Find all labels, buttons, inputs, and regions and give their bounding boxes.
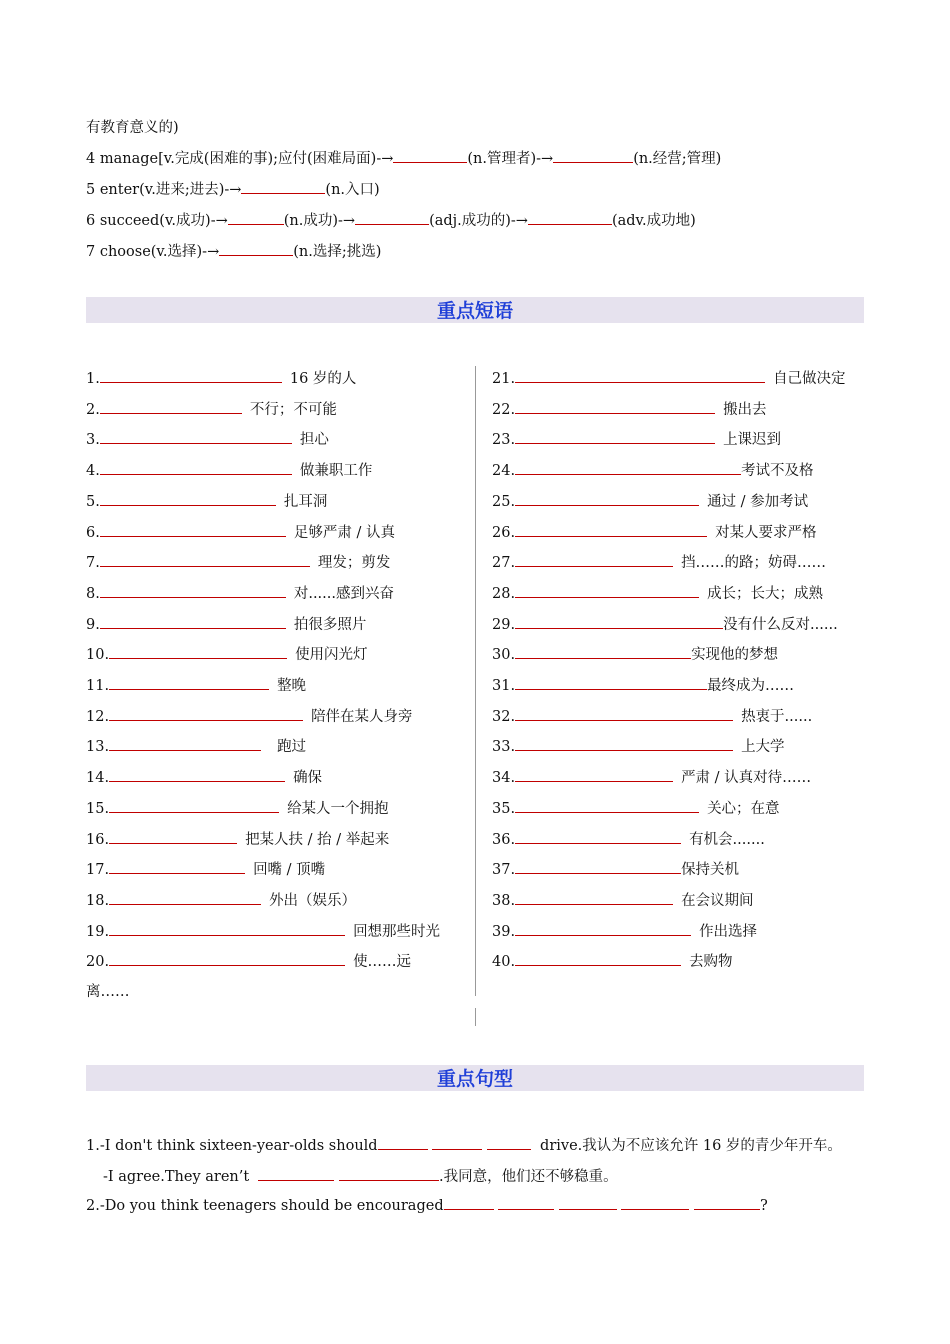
phrase-number: 31.	[492, 678, 516, 694]
phrase-row	[86, 858, 325, 879]
word-form-text: (n.选择;挑选)	[293, 244, 382, 260]
answer-blank[interactable]	[241, 179, 325, 194]
phrase-row	[492, 551, 826, 572]
phrase-number: 19.	[86, 923, 110, 940]
answer-blank[interactable]	[515, 460, 741, 475]
phrase-number: 26.	[492, 524, 516, 541]
sentence-text: 2.-Do you think teenagers should be encouraged	[86, 1198, 444, 1214]
answer-blank[interactable]	[109, 859, 245, 874]
answer-blank[interactable]	[553, 148, 633, 163]
phrase-number: 37.	[492, 862, 516, 879]
phrase-number: 22.	[492, 401, 516, 418]
answer-blank[interactable]	[515, 798, 699, 813]
phrase-number: 5.	[86, 493, 100, 510]
phrase-meaning: 上课迟到	[723, 432, 782, 449]
answer-blank[interactable]	[109, 644, 287, 659]
phrase-row	[492, 889, 754, 910]
answer-blank[interactable]	[100, 522, 286, 537]
answer-blank[interactable]	[109, 798, 279, 813]
answer-blank[interactable]	[109, 921, 345, 936]
phrase-meaning: 整晚	[277, 678, 307, 694]
phrase-number: 10.	[86, 647, 110, 664]
answer-blank[interactable]	[515, 429, 715, 444]
phrase-row	[86, 643, 368, 664]
phrase-row	[492, 858, 739, 879]
phrase-number: 11.	[86, 678, 110, 694]
word-form-continuation: 有教育意义的)	[86, 120, 179, 136]
sentence-text: 1.-I don't think sixteen-year-olds should	[86, 1138, 378, 1154]
phrase-meaning: 搬出去	[723, 401, 767, 418]
phrase-meaning: 作出选择	[699, 923, 758, 940]
word-form-item-7	[86, 240, 381, 261]
phrase-meaning: 挡……的路；妨碍……	[681, 555, 827, 572]
phrase-meaning: 实现他的梦想	[691, 647, 779, 664]
phrase-row	[86, 582, 394, 603]
phrase-row	[492, 674, 794, 695]
answer-blank[interactable]	[515, 675, 707, 690]
phrase-row	[492, 459, 814, 480]
answer-blank[interactable]	[528, 210, 612, 225]
answer-blank[interactable]	[498, 1195, 554, 1210]
phrase-row	[86, 674, 306, 695]
answer-blank[interactable]	[515, 706, 733, 721]
phrase-row	[86, 521, 395, 542]
answer-blank[interactable]	[100, 583, 286, 598]
answer-blank[interactable]	[109, 675, 269, 690]
phrase-row	[492, 582, 823, 603]
phrase-number: 4.	[86, 463, 100, 480]
phrase-number: 29.	[492, 616, 516, 633]
answer-blank[interactable]	[487, 1135, 531, 1150]
word-form-item-6	[86, 209, 696, 230]
phrase-number: 7.	[86, 555, 100, 572]
phrase-number: 25.	[492, 493, 516, 510]
answer-blank[interactable]	[100, 491, 276, 506]
phrase-meaning: 成长；长大；成熟	[707, 585, 824, 602]
answer-blank[interactable]	[100, 429, 292, 444]
phrase-number: 30.	[492, 647, 516, 664]
word-form-text: (n.入口)	[325, 182, 380, 198]
word-form-text: (adj.成功的)-→	[429, 213, 528, 229]
phrase-meaning: 把某人扶 / 抬 / 举起来	[245, 831, 390, 848]
phrase-meaning: 去购物	[689, 954, 733, 971]
answer-blank[interactable]	[109, 706, 303, 721]
phrase-row	[492, 398, 767, 419]
word-form-text: (n.经营;管理)	[633, 151, 722, 167]
answer-blank[interactable]	[515, 522, 707, 537]
answer-blank[interactable]	[100, 399, 242, 414]
phrase-meaning: 扎耳洞	[283, 493, 328, 510]
phrase-row	[86, 797, 389, 818]
answer-blank[interactable]	[515, 736, 733, 751]
phrase-row	[86, 705, 413, 726]
sentence-text: ?	[760, 1198, 768, 1214]
phrase-meaning: 严肃 / 认真对待……	[681, 770, 812, 787]
phrase-meaning: 回嘴 / 顶嘴	[253, 862, 326, 879]
phrase-meaning: 足够严肃 / 认真	[293, 524, 395, 541]
answer-blank[interactable]	[515, 767, 673, 782]
phrase-row	[86, 735, 306, 756]
phrase-row	[86, 428, 329, 449]
answer-blank[interactable]	[100, 460, 292, 475]
answer-blank[interactable]	[515, 491, 699, 506]
phrase-number: 15.	[86, 800, 110, 817]
phrase-meaning: 有机会.......	[689, 831, 765, 848]
phrase-row	[86, 766, 322, 787]
phrase-row	[86, 459, 372, 480]
phrase-meaning: 担心	[299, 432, 329, 449]
answer-blank[interactable]	[621, 1195, 689, 1210]
answer-blank[interactable]	[515, 921, 691, 936]
phrase-number: 24.	[492, 463, 516, 480]
word-form-text: 7 choose(v.选择)-→	[86, 244, 220, 260]
phrase-number: 18.	[86, 892, 110, 909]
answer-blank[interactable]	[109, 890, 261, 905]
sentence-text: -I agree.They aren’t	[103, 1169, 250, 1185]
phrase-meaning: 给某人一个拥抱	[287, 800, 389, 817]
answer-blank[interactable]	[559, 1195, 617, 1210]
phrase-meaning: 在会议期间	[681, 892, 754, 909]
phrase-row	[86, 889, 356, 910]
phrase-meaning: 确保	[293, 770, 323, 787]
answer-blank[interactable]	[444, 1195, 494, 1210]
phrase-number: 17.	[86, 862, 110, 879]
word-form-text: 5 enter(v.进来;进去)-→	[86, 182, 242, 198]
word-form-text: 4 manage[v.完成(困难的事);应付(困难局面)-→	[86, 151, 394, 167]
phrase-number: 20.	[86, 954, 110, 971]
answer-blank[interactable]	[109, 767, 285, 782]
phrase-meaning: 跑过	[277, 739, 307, 756]
phrase-number: 33.	[492, 739, 516, 756]
phrase-number: 8.	[86, 585, 100, 602]
phrase-number: 34.	[492, 770, 516, 787]
answer-blank[interactable]	[100, 552, 310, 567]
phrase-meaning: 自己做决定	[773, 371, 846, 387]
phrase-number: 21.	[492, 371, 516, 387]
answer-blank[interactable]	[515, 583, 699, 598]
phrase-meaning: 最终成为……	[707, 678, 795, 694]
phrase-meaning: 16 岁的人	[289, 371, 357, 387]
phrase-number: 14.	[86, 770, 110, 787]
phrase-number: 38.	[492, 892, 516, 909]
phrase-meaning: 没有什么反对......	[723, 616, 838, 633]
sentence-2	[86, 1195, 768, 1214]
phrase-number: 32.	[492, 708, 516, 725]
answer-blank[interactable]	[355, 210, 429, 225]
section-title-key-sentences: 重点句型	[86, 1065, 864, 1091]
phrase-meaning: 关心；在意	[707, 800, 780, 817]
phrase-number: 3.	[86, 432, 100, 449]
phrase-number: 9.	[86, 616, 100, 633]
phrase-row	[492, 367, 846, 388]
answer-blank[interactable]	[515, 829, 681, 844]
phrase-row	[86, 490, 327, 511]
phrase-number: 13.	[86, 739, 110, 756]
phrase-meaning: 考试不及格	[741, 463, 814, 480]
word-form-text: (adv.成功地)	[611, 213, 696, 229]
phrase-row	[492, 950, 733, 971]
answer-blank[interactable]	[339, 1166, 439, 1181]
phrase-number: 12.	[86, 708, 110, 725]
column-divider-tail	[475, 1008, 476, 1026]
phrase-meaning: 不行；不可能	[249, 401, 337, 418]
answer-blank[interactable]	[100, 368, 282, 383]
phrase-meaning: 使用闪光灯	[295, 647, 368, 664]
word-form-text: (n.管理者)-→	[467, 151, 554, 167]
word-form-text: 6 succeed(v.成功)-→	[86, 213, 228, 229]
phrase-row	[86, 613, 366, 634]
answer-blank[interactable]	[515, 368, 765, 383]
phrase-meaning: 做兼职工作	[299, 463, 373, 480]
phrase-meaning: 对某人要求严格	[715, 524, 817, 541]
phrase-row	[86, 551, 390, 572]
word-form-text: (n.成功)-→	[283, 213, 356, 229]
phrase-row	[492, 643, 778, 664]
answer-blank[interactable]	[515, 644, 691, 659]
phrase-meaning: 使……远	[353, 954, 412, 971]
phrase-number: 23.	[492, 432, 516, 449]
answer-blank[interactable]	[109, 951, 345, 966]
phrase-meaning: 上大学	[741, 739, 785, 756]
section-title-key-phrases: 重点短语	[86, 297, 864, 323]
phrase-meaning: 通过 / 参加考试	[707, 493, 809, 510]
word-form-item-5	[86, 178, 380, 199]
phrase-meaning: 回想那些时光	[353, 923, 441, 940]
phrase-row	[86, 367, 356, 388]
answer-blank[interactable]	[100, 614, 286, 629]
answer-blank[interactable]	[219, 241, 293, 256]
answer-blank[interactable]	[515, 859, 681, 874]
sentence-text: drive.我认为不应该允许 16 岁的青少年开车。	[540, 1138, 842, 1154]
answer-blank[interactable]	[258, 1166, 334, 1181]
answer-blank[interactable]	[378, 1135, 428, 1150]
phrase-meaning: 拍很多照片	[293, 616, 367, 633]
answer-blank[interactable]	[515, 614, 723, 629]
phrase-meaning: 理发；剪发	[317, 555, 391, 572]
phrase-row	[86, 828, 389, 849]
phrase-number: 35.	[492, 800, 516, 817]
phrase-number: 2.	[86, 401, 100, 418]
phrase-number: 40.	[492, 954, 516, 971]
answer-blank[interactable]	[109, 736, 261, 751]
phrase-row	[492, 490, 808, 511]
phrase-row	[492, 428, 781, 449]
phrase-number: 28.	[492, 585, 516, 602]
word-form-item-4	[86, 147, 721, 168]
phrase-meaning: 外出（娱乐）	[269, 892, 357, 909]
phrase-row	[492, 613, 838, 634]
phrase-meaning: 陪伴在某人身旁	[311, 708, 413, 725]
sentence-1a	[86, 1134, 842, 1155]
answer-blank[interactable]	[515, 890, 673, 905]
phrase-meaning: 热衷于......	[741, 708, 813, 725]
phrase-row	[492, 705, 812, 726]
phrase-number: 16.	[86, 831, 110, 848]
phrase-number: 1.	[86, 371, 100, 387]
phrase-number: 39.	[492, 923, 516, 940]
phrase-number: 6.	[86, 524, 100, 541]
phrase-meaning: 保持关机	[681, 862, 740, 879]
phrase-20-continuation: 离……	[86, 984, 130, 1000]
phrase-number: 27.	[492, 555, 516, 572]
sentence-1b	[103, 1165, 618, 1186]
answer-blank[interactable]	[228, 210, 284, 225]
answer-blank[interactable]	[515, 552, 673, 567]
phrase-number: 36.	[492, 831, 516, 848]
phrase-meaning: 对......感到兴奋	[293, 585, 394, 602]
phrase-row	[492, 797, 780, 818]
answer-blank[interactable]	[694, 1195, 760, 1210]
phrase-row	[86, 398, 337, 419]
phrase-row	[86, 920, 440, 941]
column-divider	[475, 366, 476, 996]
answer-blank[interactable]	[515, 399, 715, 414]
sentence-text: .我同意，他们还不够稳重。	[439, 1169, 618, 1185]
phrase-row	[492, 521, 817, 542]
answer-blank[interactable]	[393, 148, 467, 163]
answer-blank[interactable]	[109, 829, 237, 844]
answer-blank[interactable]	[432, 1135, 482, 1150]
phrase-row	[492, 766, 811, 787]
phrase-row	[86, 950, 411, 971]
phrase-row	[492, 828, 765, 849]
phrase-row	[492, 735, 785, 756]
answer-blank[interactable]	[515, 951, 681, 966]
phrase-row	[492, 920, 757, 941]
